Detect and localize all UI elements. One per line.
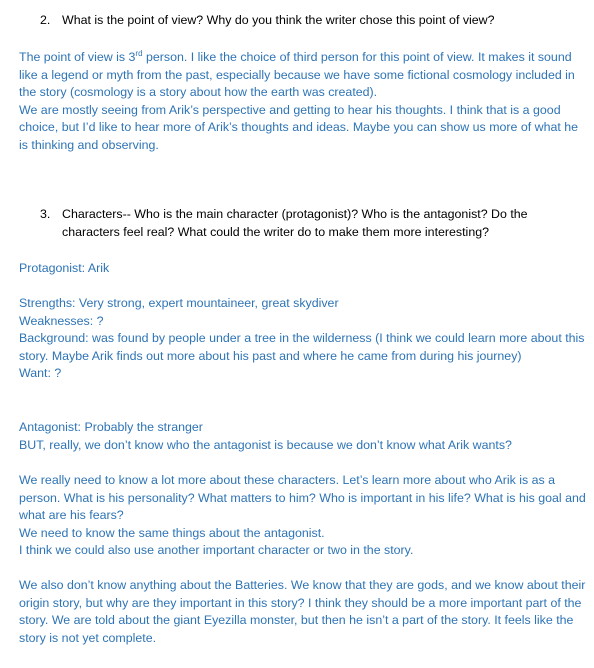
character-profile <box>19 295 589 383</box>
answer-2 <box>19 49 589 155</box>
antagonist-text: Antagonist: Probably the stranger <box>19 420 203 434</box>
discussion-text: We really need to know a lot more about these characters. Let’s learn more about who Arik is as a person. What is his personality? What matters to him? Who is important in his life? What is his goal and what are his fears? <box>19 473 586 523</box>
protagonist-line <box>19 260 589 278</box>
background-text: Background: was found by people under a tree in the wilderness (I think we could learn more about this story. Maybe Arik finds out more about his past and where he came from during his journey) <box>19 331 585 363</box>
question-number: 2. <box>40 13 51 27</box>
antagonist-block <box>19 419 589 454</box>
superscript: rd <box>135 48 143 58</box>
batteries-paragraph <box>19 577 589 647</box>
answer-text: person. I like the choice of third person for this point of view. It makes it sound like a legend or myth from the past, especially because we have some fictional cosmology included in the story (cosmology is a story about how the earth was created). <box>19 50 575 100</box>
discussion-text: We need to know the same things about the antagonist. <box>19 525 325 540</box>
question-3 <box>40 206 575 241</box>
weaknesses-text: Weaknesses: ? <box>19 313 104 328</box>
question-2 <box>40 12 575 30</box>
batteries-text: We also don’t know anything about the Batteries. We know that they are gods, and we know about their origin story, but why are they important in this story? I think they should be a more important part of the story. We are told about the giant Eyezilla monster, but then he isn’t a part of the story. It feels like the story is not yet complete. <box>19 578 586 645</box>
answer-text: The point of view is 3 <box>19 50 136 64</box>
want-text: Want: ? <box>19 366 62 381</box>
protagonist-text: Protagonist: Arik <box>19 261 110 275</box>
answer-paragraph <box>19 49 589 102</box>
answer-paragraph: We are mostly seeing from Arik’s perspective and getting to hear his thoughts. I think that is a good choice, but I’d like to hear more of Arik’s thoughts and ideas. Maybe you can show us more of what he is thinking and observing. <box>19 102 579 152</box>
antagonist-note: BUT, really, we don’t know who the antagonist is because we don’t know what Arik wants? <box>19 437 512 452</box>
question-text: What is the point of view? Why do you think the writer chose this point of view? <box>62 13 495 27</box>
question-text: Characters-- Who is the main character (protagonist)? Who is the antagonist? Do the characters feel real? What could the writer do to make them more interesting? <box>62 207 528 239</box>
question-number: 3. <box>40 207 51 221</box>
characters-discussion <box>19 472 589 560</box>
discussion-text: I think we could also use another important character or two in the story. <box>19 543 414 558</box>
strengths-text: Strengths: Very strong, expert mountaineer, great skydiver <box>19 296 339 310</box>
